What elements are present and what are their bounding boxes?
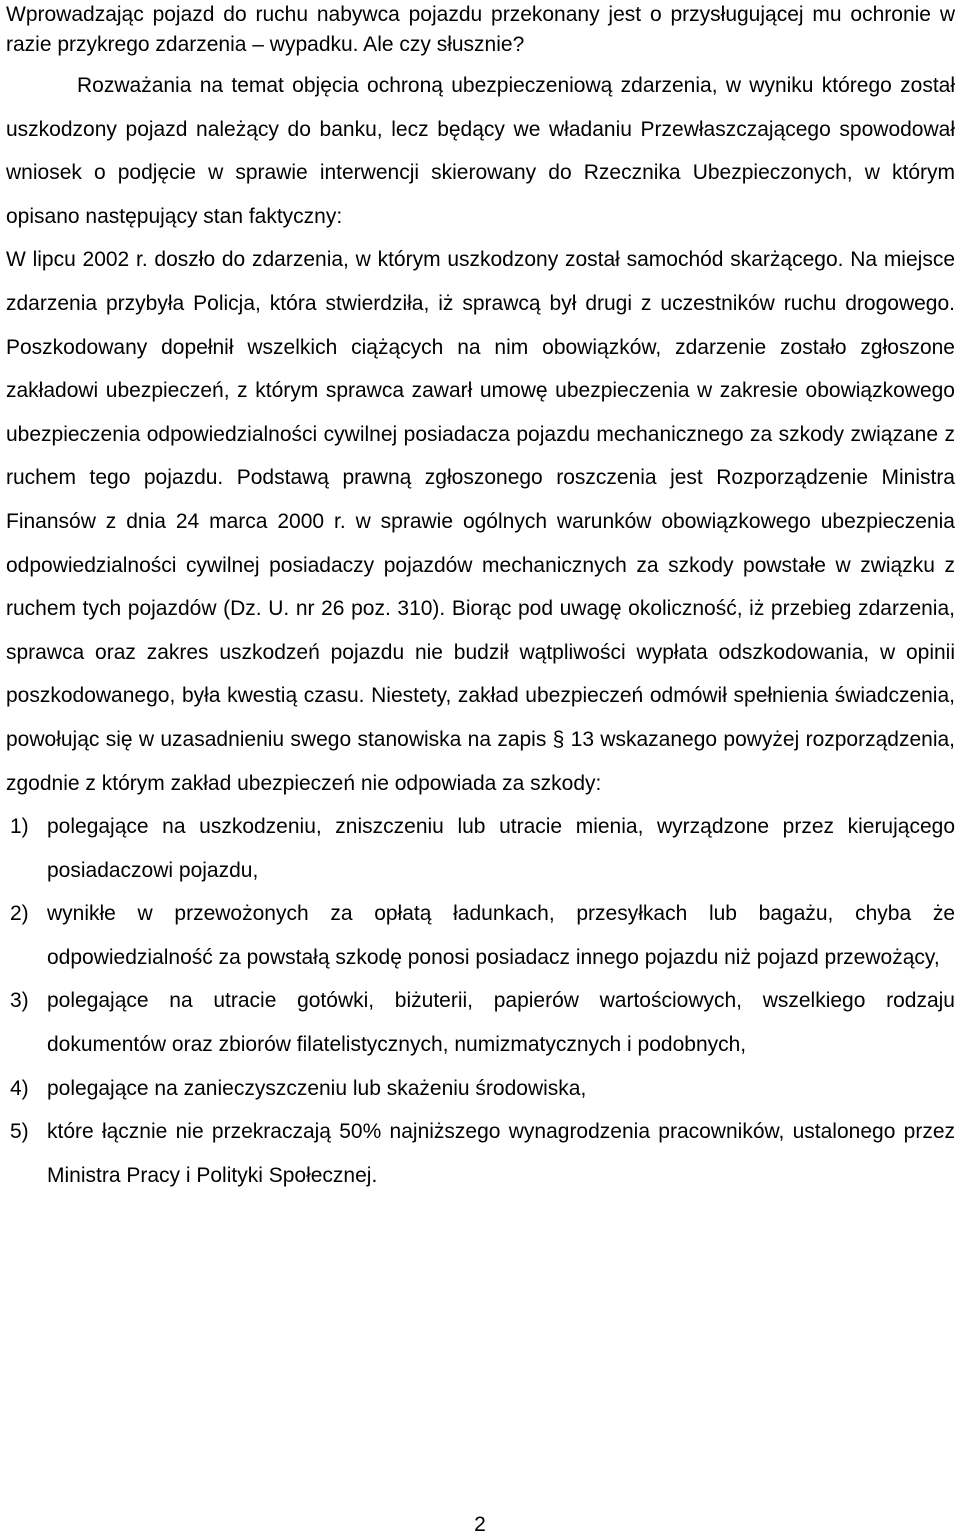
list-item <box>6 1067 955 1111</box>
list-item <box>6 892 955 979</box>
list-item <box>6 805 955 892</box>
list-item-text: wynikłe w przewożonych za opłatą ładunkach, przesyłkach lub bagażu, chyba że odpowiedzialność za powstałą szkodę ponosi posiadacz innego pojazdu niż pojazd przewożący, <box>47 902 955 969</box>
paragraph-facts: W lipcu 2002 r. doszło do zdarzenia, w którym uszkodzony został samochód skarżącego. Na miejsce zdarzenia przybyła Policja, która stwierdziła, iż sprawcą był drugi z uczestników ruchu drogowego. Poszkodowany dopełnił wszelkich ciążących na nim obowiązków, zdarzenie zostało zgłoszone zakładowi ubezpieczeń, z którym sprawca zawarł umowę ubezpieczenia w zakresie obowiązkowego ubezpieczenia odpowiedzialności cywilnej posiadacza pojazdu mechanicznego za szkody związane z ruchem tego pojazdu. Podstawą prawną zgłoszonego roszczenia jest Rozporządzenie Ministra Finansów z dnia 24 marca 2000 r. w sprawie ogólnych warunków obowiązkowego ubezpieczenia odpowiedzialności cywilnej posiadaczy pojazdów mechanicznych za szkody powstałe w związku z ruchem tych pojazdów (Dz. U. nr 26 poz. 310). Biorąc pod uwagę okoliczność, iż przebieg zdarzenia, sprawca oraz zakres uszkodzeń pojazdu nie budził wątpliwości wypłata odszkodowania, w opinii poszkodowanego, była kwestią czasu. Niestety, zakład ubezpieczeń odmówił spełnienia świadczenia, powołując się w uzasadnieniu swego stanowiska na zapis § 13 wskazanego powyżej rozporządzenia, zgodnie z którym zakład ubezpieczeń nie odpowiada za szkody: <box>6 248 955 795</box>
list-item-number: 5) <box>10 1120 29 1144</box>
list-item-number: 4) <box>10 1076 29 1100</box>
list-item-text: polegające na uszkodzeniu, zniszczeniu lub utracie mienia, wyrządzone przez kierującego posiadaczowi pojazdu, <box>47 815 955 882</box>
list-item <box>6 979 955 1066</box>
exclusions-list <box>6 805 955 1197</box>
list-item-text: które łącznie nie przekraczają 50% najniższego wynagrodzenia pracowników, ustalonego przez Ministra Pracy i Polityki Społecznej. <box>47 1120 955 1187</box>
intro-paragraph: Wprowadzając pojazd do ruchu nabywca pojazdu przekonany jest o przysługującej mu ochronie w razie przykrego zdarzenia – wypadku. Ale czy słusznie? <box>6 3 955 56</box>
list-item-number: 3) <box>10 989 29 1013</box>
list-item-text: polegające na zanieczyszczeniu lub skażeniu środowiska, <box>47 1076 587 1100</box>
list-item-number: 1) <box>10 815 29 839</box>
list-item-text: polegające na utracie gotówki, biżuterii, papierów wartościowych, wszelkiego rodzaju dokumentów oraz zbiorów filatelistycznych, numizmatycznych i podobnych, <box>47 989 955 1057</box>
list-item <box>6 1110 955 1197</box>
document-page <box>6 0 955 1197</box>
paragraph-request: Rozważania na temat objęcia ochroną ubezpieczeniową zdarzenia, w wyniku którego został uszkodzony pojazd należący do banku, lecz będący we władaniu Przewłaszczającego spowodował wniosek o podjęcie w sprawie interwencji skierowany do Rzecznika Ubezpieczonych, w którym opisano następujący stan faktyczny: <box>6 74 955 228</box>
list-item-number: 2) <box>10 902 29 926</box>
page-number: 2 <box>474 1513 486 1536</box>
